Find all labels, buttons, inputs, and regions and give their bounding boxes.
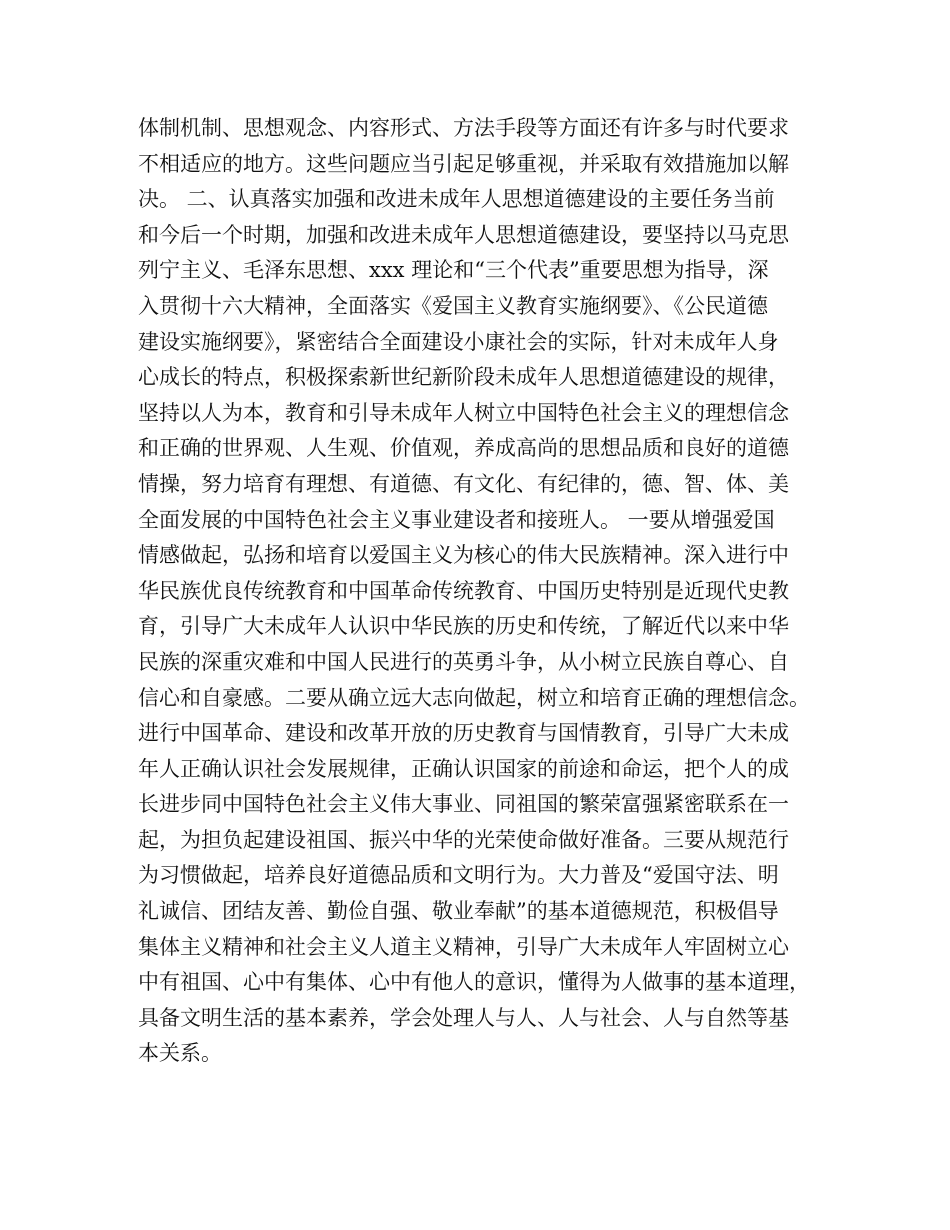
text-line: 心成长的特点，积极探索新世纪新阶段未成年人思想道德建设的规律， [138, 365, 789, 390]
text-line: 全面发展的中国特色社会主义事业建设者和接班人。 一要从增强爱国 [138, 507, 775, 532]
text-line: 信心和自豪感。二要从确立远大志向做起，树立和培育正确的理想信念。 [138, 685, 810, 710]
text-line: 起，为担负起建设祖国、振兴中华的光荣使命做好准备。三要从规范行 [138, 827, 789, 852]
text-line: 坚持以人为本，教育和引导未成年人树立中国特色社会主义的理想信念 [138, 400, 789, 425]
text-line: 具备文明生活的基本素养，学会处理人与人、人与社会、人与自然等基 [138, 1005, 789, 1030]
text-line: 不相适应的地方。这些问题应当引起足够重视，并采取有效措施加以解 [138, 151, 789, 176]
text-line: 入贯彻十六大精神，全面落实《爱国主义教育实施纲要》、《公民道德 [138, 293, 768, 318]
text-line: 建设实施纲要》，紧密结合全面建设小康社会的实际，针对未成年人身 [138, 329, 779, 354]
text-line: 华民族优良传统教育和中国革命传统教育、中国历史特别是近现代史教 [138, 578, 789, 603]
text-line: 决。 二、认真落实加强和改进未成年人思想道德建设的主要任务当前 [138, 187, 775, 212]
text-line: 育，引导广大未成年人认识中华民族的历史和传统，了解近代以来中华 [138, 614, 789, 639]
text-line: 情操，努力培育有理想、有道德、有文化、有纪律的，德、智、体、美 [138, 471, 789, 496]
text-line: 和今后一个时期，加强和改进未成年人思想道德建设，要坚持以马克思 [138, 222, 789, 247]
text-line: 中有祖国、心中有集体、心中有他人的意识，懂得为人做事的基本道理， [138, 970, 810, 995]
text-line: 长进步同中国特色社会主义伟大事业、同祖国的繁荣富强紧密联系在一 [138, 792, 789, 817]
text-line: 年人正确认识社会发展规律，正确认识国家的前途和命运，把个人的成 [138, 756, 789, 781]
text-line: 列宁主义、毛泽东思想、xxx 理论和“三个代表”重要思想为指导，深 [138, 258, 769, 283]
text-line: 体制机制、思想观念、内容形式、方法手段等方面还有许多与时代要求 [138, 116, 789, 140]
text-line: 本关系。 [138, 1041, 222, 1066]
text-line: 情感做起，弘扬和培育以爱国主义为核心的伟大民族精神。深入进行中 [138, 543, 789, 568]
body-paragraph [138, 111, 828, 1072]
text-line: 为习惯做起，培养良好道德品质和文明行为。大力普及“爱国守法、明 [138, 863, 779, 888]
text-line: 礼诚信、团结友善、勤俭自强、敬业奉献”的基本道德规范，积极倡导 [138, 899, 779, 924]
text-line: 集体主义精神和社会主义人道主义精神，引导广大未成年人牢固树立心 [138, 934, 789, 959]
text-line: 和正确的世界观、人生观、价值观，养成高尚的思想品质和良好的道德 [138, 436, 789, 461]
text-line: 民族的深重灾难和中国人民进行的英勇斗争，从小树立民族自尊心、自 [138, 649, 789, 674]
text-line: 进行中国革命、建设和改革开放的历史教育与国情教育，引导广大未成 [138, 721, 789, 746]
